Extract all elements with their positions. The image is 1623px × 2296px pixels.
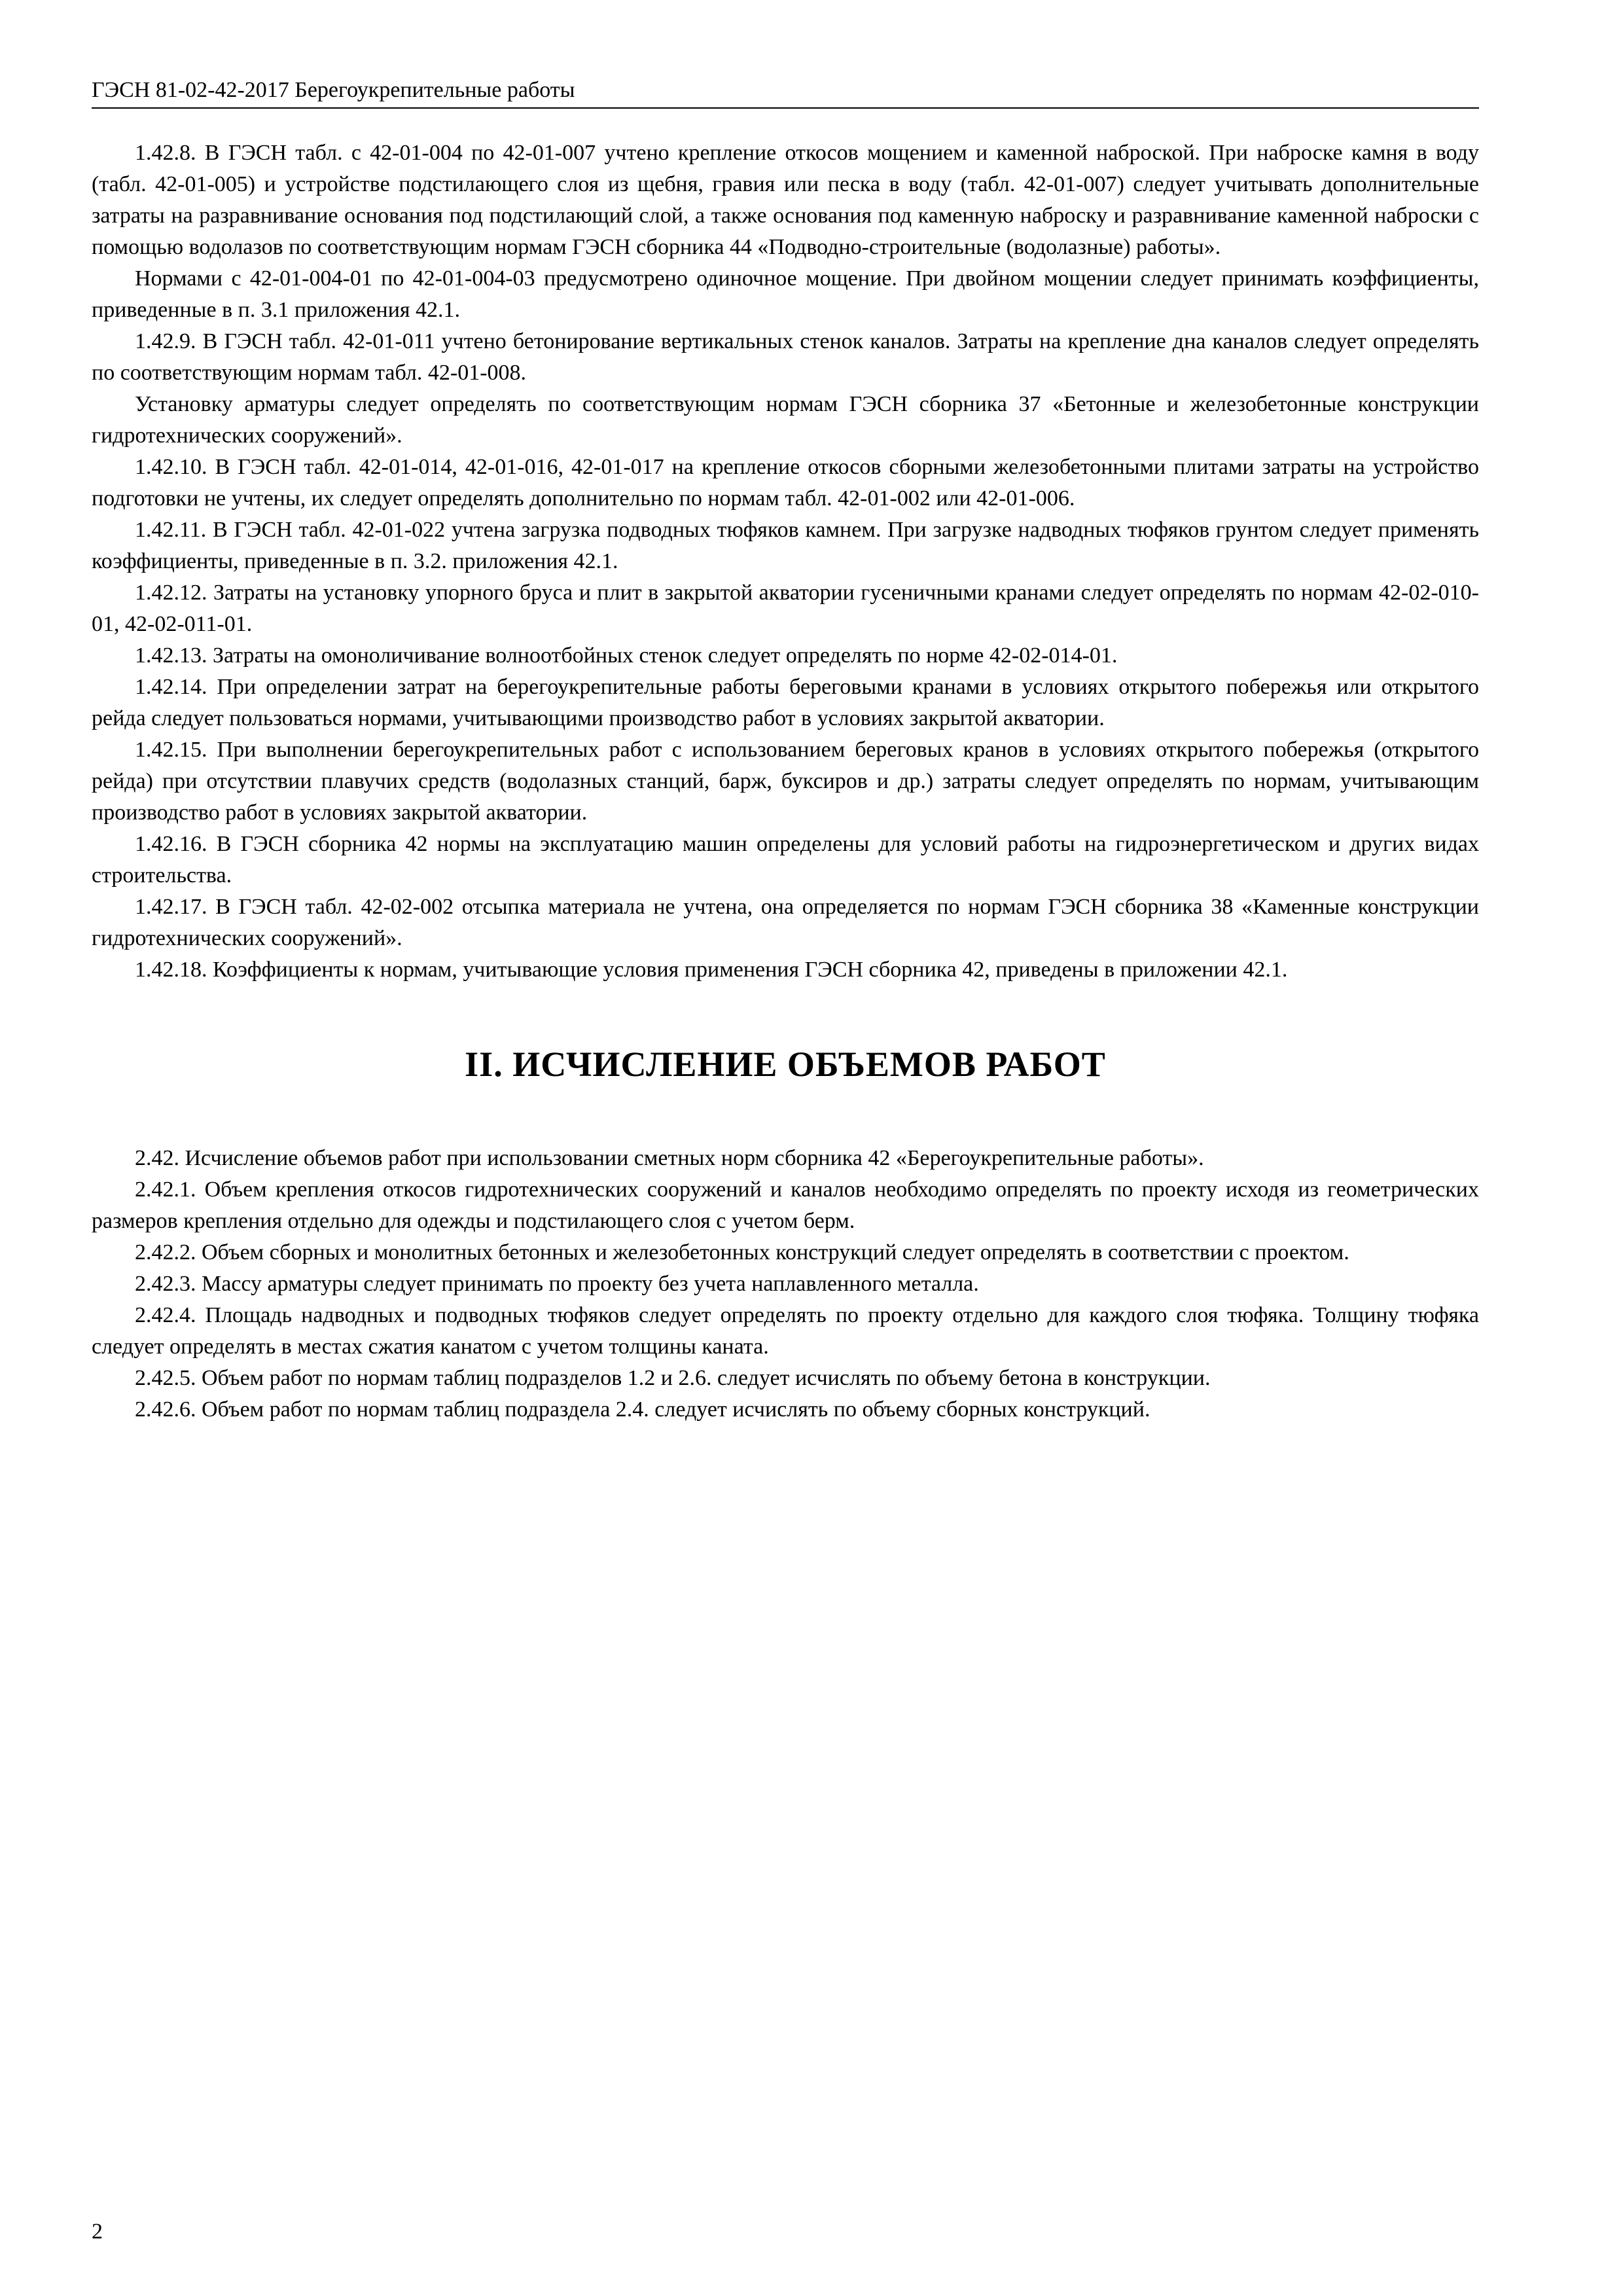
running-header: ГЭСН 81-02-42-2017 Берегоукрепительные работы — [92, 77, 1479, 109]
paragraph: 1.42.13. Затраты на омоноличивание волноотбойных стенок следует определять по норме 42-02-014-01. — [135, 643, 1118, 668]
paragraph: 2.42.1. Объем крепления откосов гидротехнических сооружений и каналов необходимо определять по проекту исходя из геометрических размеров крепления отдельно для одежды и подстилающего слоя с учетом берм. — [92, 1177, 1479, 1233]
paragraph: 1.42.10. В ГЭСН табл. 42-01-014, 42-01-016, 42-01-017 на крепление откосов сборными железобетонными плитами затраты на устройство подготовки не учтены, их следует определять дополнительно по нормам табл. 42-01-002 или 42-01-006. — [92, 455, 1479, 511]
paragraph: 1.42.17. В ГЭСН табл. 42-02-002 отсыпка материала не учтена, она определяется по нормам ГЭСН сборника 38 «Каменные конструкции гидротехнических сооружений». — [92, 895, 1479, 950]
document-body — [92, 137, 1479, 1426]
paragraph: 2.42. Исчисление объемов работ при использовании сметных норм сборника 42 «Берегоукрепительные работы». — [135, 1146, 1204, 1170]
section-1-text — [92, 137, 1479, 986]
paragraph: 2.42.5. Объем работ по нормам таблиц подразделов 1.2 и 2.6. следует исчислять по объему бетона в конструкции. — [135, 1366, 1211, 1390]
paragraph: Установку арматуры следует определять по соответствующим нормам ГЭСН сборника 37 «Бетонные и железобетонные конструкции гидротехнических сооружений». — [92, 392, 1479, 448]
paragraph: 2.42.2. Объем сборных и монолитных бетонных и железобетонных конструкций следует определять в соответствии с проектом. — [135, 1240, 1349, 1265]
paragraph: Нормами с 42-01-004-01 по 42-01-004-03 предусмотрено одиночное мощение. При двойном мощении следует принимать коэффициенты, приведенные в п. 3.1 приложения 42.1. — [92, 266, 1479, 322]
paragraph: 1.42.9. В ГЭСН табл. 42-01-011 учтено бетонирование вертикальных стенок каналов. Затраты на крепление дна каналов следует определять по соответствующим нормам табл. 42-01-008. — [92, 329, 1479, 385]
section-2-title: II. ИСЧИСЛЕНИЕ ОБЪЕМОВ РАБОТ — [465, 1045, 1106, 1084]
paragraph: 1.42.14. При определении затрат на берегоукрепительные работы береговыми кранами в условиях открытого побережья или открытого рейда следует пользоваться нормами, учитывающими производство работ в условиях закрытой акватории. — [92, 675, 1479, 730]
paragraph: 1.42.12. Затраты на установку упорного бруса и плит в закрытой акватории гусеничными кранами следует определять по нормам 42-02-010-01, 42-02-011-01. — [92, 581, 1479, 636]
paragraph: 1.42.18. Коэффициенты к нормам, учитывающие условия применения ГЭСН сборника 42, приведены в приложении 42.1. — [135, 958, 1288, 982]
paragraph: 1.42.16. В ГЭСН сборника 42 нормы на эксплуатацию машин определены для условий работы на гидроэнергетическом и других видах строительства. — [92, 832, 1479, 888]
paragraph: 2.42.4. Площадь надводных и подводных тюфяков следует определять по проекту отдельно для каждого слоя тюфяка. Толщину тюфяка следует определять в местах сжатия канатом с учетом толщины каната. — [92, 1303, 1479, 1359]
paragraph: 2.42.6. Объем работ по нормам таблиц подраздела 2.4. следует исчислять по объему сборных конструкций. — [135, 1397, 1150, 1422]
paragraph: 1.42.8. В ГЭСН табл. с 42-01-004 по 42-01-007 учтено крепление откосов мощением и каменной наброской. При наброске камня в воду (табл. 42-01-005) и устройстве подстилающего слоя из щебня, гравия или песка в воду (табл. 42-01-007) следует учитывать дополнительные затраты на разравнивание основания под подстилающий слой, а также основания под каменную наброску и разравнивание каменной наброски с помощью водолазов по соответствующим нормам ГЭСН сборника 44 «Подводно-строительные (водолазные) работы». — [92, 141, 1479, 259]
section-2-text — [92, 1143, 1479, 1426]
paragraph: 2.42.3. Массу арматуры следует принимать по проекту без учета наплавленного металла. — [135, 1272, 979, 1296]
paragraph: 1.42.15. При выполнении берегоукрепительных работ с использованием береговых кранов в условиях открытого побережья (открытого рейда) при отсутствии плавучих средств (водолазных станций, барж, буксиров и др.) затраты следует определять по нормам, учитывающим производство работ в условиях закрытой акватории. — [92, 738, 1479, 825]
paragraph: 1.42.11. В ГЭСН табл. 42-01-022 учтена загрузка подводных тюфяков камнем. При загрузке надводных тюфяков грунтом следует применять коэффициенты, приведенные в п. 3.2. приложения 42.1. — [92, 518, 1479, 573]
page-number: 2 — [92, 2219, 103, 2244]
